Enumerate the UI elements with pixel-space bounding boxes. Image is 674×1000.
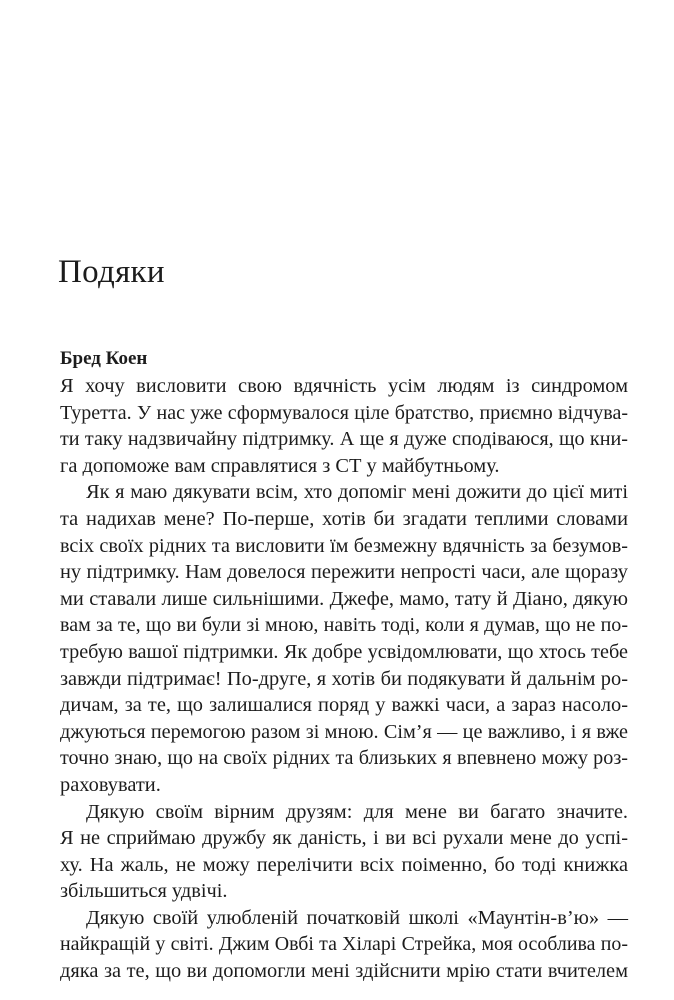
text-line: Як я маю дякувати всім, хто допоміг мені дожити до цієї миті <box>86 481 628 504</box>
text-line: джуються перемогою разом зі мною. Сім’я — це важливо, і я вже <box>60 720 628 743</box>
page-title: Подяки <box>58 254 165 290</box>
text-line: дичам, за те, що залишалися поряд у важкі часи, а зараз насоло- <box>60 694 628 717</box>
text-line: завжди підтримає! По-друге, я хотів би подякувати й дальнім ро- <box>60 667 628 690</box>
text-line: Дякую своїм вірним друзям: для мене ви багато значите. <box>86 800 628 823</box>
text-line: дяка за те, що ви допомогли мені здійснити мрію стати вчителем <box>60 960 628 983</box>
text-line: Я не сприймаю дружбу як даність, і ви всі рухали мене до успі- <box>60 827 628 850</box>
body-text <box>60 373 628 985</box>
text-line: требую вашої підтримки. Як добре усвідомлювати, що хтось тебе <box>60 640 628 663</box>
text-line: Я хочу висловити свою вдячність усім людям із синдромом <box>60 375 628 397</box>
text-line: га допоможе вам справлятися з СТ у майбутньому. <box>60 454 500 477</box>
text-line: вам за те, що ви були зі мною, навіть тоді, коли я думав, що не по- <box>60 614 628 637</box>
text-line: ти таку надзвичайну підтримку. А ще я дуже сподіваюся, що кни- <box>60 428 628 451</box>
text-line: Дякую своїй улюбленій початковій школі «Маунтін-в’ю» — <box>86 906 628 929</box>
text-line: всіх своїх рідних та висловити їм безмежну вдячність за безумов- <box>60 534 628 557</box>
text-line: найкращій у світі. Джим Овбі та Хіларі Стрейка, моя особлива по- <box>60 933 628 956</box>
section-author-heading: Бред Коен <box>60 348 148 369</box>
text-line: раховувати. <box>60 773 161 796</box>
text-line: ху. На жаль, не можу перелічити всіх поіменно, бо тоді книжка <box>60 853 628 876</box>
text-line: та надихав мене? По-перше, хотів би згадати теплими словами <box>60 507 628 530</box>
text-line: ми ставали лише сильнішими. Джефе, мамо, тату й Діано, дякую <box>60 587 628 610</box>
text-line: збільшиться удвічі. <box>60 880 228 903</box>
text-line: точно знаю, що на своїх рідних та близьких я впевнено можу роз- <box>60 747 628 770</box>
text-line: ну підтримку. Нам довелося пережити непрості часи, але щоразу <box>60 561 628 584</box>
text-line: Туретта. У нас уже сформувалося ціле братство, приємно відчува- <box>60 401 628 424</box>
